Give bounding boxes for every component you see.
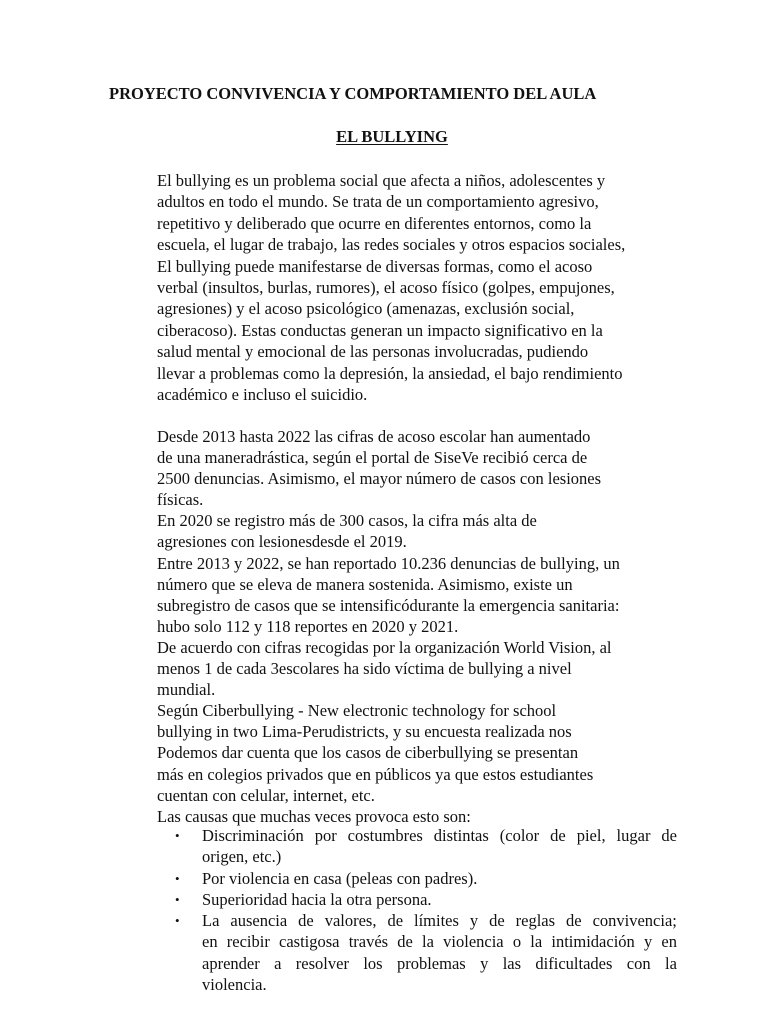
paragraph-line: De acuerdo con cifras recogidas por la organización World Vision, al (157, 637, 612, 657)
cause-item (157, 910, 677, 995)
paragraph-line: menos 1 de cada 3escolares ha sido víctima de bullying a nivel (157, 659, 572, 679)
statistics-paragraph (157, 426, 687, 827)
cause-item (157, 825, 677, 868)
cause-line: Discriminación por costumbres distintas (color de piel, lugar de (202, 826, 677, 845)
paragraph-line: ciberacoso). Estas conductas generan un impacto significativo en la (157, 320, 603, 340)
cause-line: aprender a resolver los problemas y las dificultades con la (202, 953, 677, 973)
paragraph-line: salud mental y emocional de las personas involucradas, pudiendo (157, 342, 589, 362)
paragraph-line: adultos en todo el mundo. Se trata de un comportamiento agresivo, (157, 192, 599, 212)
cause-item (157, 868, 677, 889)
paragraph-line: subregistro de casos que se intensificódurante la emergencia sanitaria: (157, 595, 620, 615)
cause-line: La ausencia de valores, de límites y de reglas de convivencia; (202, 911, 677, 931)
paragraph-line: bullying in two Lima-Perudistricts, y su encuesta realizada nos (157, 722, 572, 742)
paragraph-line: Las causas que muchas veces provoca esto son: (157, 806, 471, 826)
paragraph-line: El bullying puede manifestarse de diversas formas, como el acoso (157, 256, 593, 276)
paragraph-line: cuentan con celular, internet, etc. (157, 785, 375, 805)
bullet-icon: • (175, 913, 180, 929)
paragraph-line: número que se eleva de manera sostenida. Asimismo, existe un (157, 574, 573, 594)
paragraph-line: 2500 denuncias. Asimismo, el mayor número de casos con lesiones (157, 469, 602, 489)
cause-item (157, 889, 677, 910)
causes-list (157, 825, 677, 995)
paragraph-line: agresiones) y el acoso psicológico (amenazas, exclusión social, (157, 299, 575, 319)
cause-line: Por violencia en casa (peleas con padres). (202, 868, 478, 888)
paragraph-line: El bullying es un problema social que afecta a niños, adolescentes y (157, 171, 606, 190)
paragraph-line: repetitivo y deliberado que ocurre en diferentes entornos, como la (157, 213, 592, 233)
cause-line: en recibir castigosa través de la violencia o la intimidación y en (202, 932, 677, 952)
document-title: PROYECTO CONVIVENCIA Y COMPORTAMIENTO DEL AULA (109, 84, 597, 103)
paragraph-line: de una maneradrástica, según el portal de SiseVe recibió cerca de (157, 448, 588, 468)
paragraph-line: académico e incluso el suicidio. (157, 385, 368, 405)
paragraph-line: Entre 2013 y 2022, se han reportado 10.236 denuncias de bullying, un (157, 553, 620, 573)
cause-line: origen, etc.) (202, 847, 282, 867)
intro-paragraph (157, 170, 687, 405)
paragraph-line: Podemos dar cuenta que los casos de ciberbullying se presentan (157, 743, 579, 763)
paragraph-line: físicas. (157, 490, 204, 510)
paragraph-line: verbal (insultos, burlas, rumores), el acoso físico (golpes, empujones, (157, 278, 615, 298)
cause-line: violencia. (202, 975, 267, 995)
paragraph-line: En 2020 se registro más de 300 casos, la cifra más alta de (157, 511, 537, 531)
paragraph-line: Desde 2013 hasta 2022 las cifras de acoso escolar han aumentado (157, 427, 591, 446)
document-subtitle (0, 127, 768, 147)
paragraph-line: hubo solo 112 y 118 reportes en 2020 y 2021. (157, 616, 459, 636)
cause-line: Superioridad hacia la otra persona. (202, 889, 432, 909)
paragraph-line: agresiones con lesionesdesde el 2019. (157, 532, 407, 552)
bullet-icon: • (175, 870, 180, 886)
subtitle-text: EL BULLYING (336, 127, 448, 146)
bullet-icon: • (175, 891, 180, 907)
paragraph-line: escuela, el lugar de trabajo, las redes sociales y otros espacios sociales, (157, 235, 626, 255)
paragraph-line: mundial. (157, 680, 216, 700)
paragraph-line: más en colegios privados que en públicos ya que estos estudiantes (157, 764, 594, 784)
paragraph-line: Según Ciberbullying - New electronic technology for school (157, 701, 557, 721)
bullet-icon: • (175, 828, 180, 843)
paragraph-line: llevar a problemas como la depresión, la ansiedad, el bajo rendimiento (157, 363, 623, 383)
